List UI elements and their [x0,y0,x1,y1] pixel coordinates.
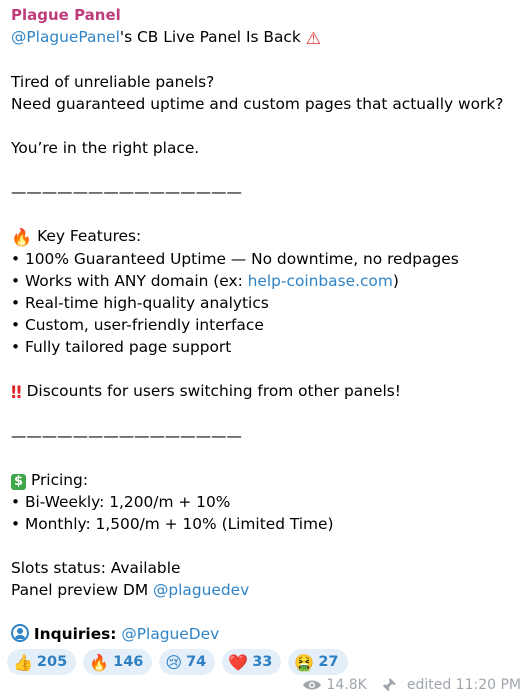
inquiries-mention-link[interactable]: @PlagueDev [121,625,220,643]
heart-icon: ❤️ [228,652,249,672]
reaction-count: 74 [186,654,207,670]
pricing-title [11,469,517,491]
warning-icon: ⚠ [305,29,321,49]
intro-line1: Tired of unreliable panels? [11,73,215,91]
right-place-line: You’re in the right place. [11,139,200,157]
fire-icon: 🔥 [89,652,110,672]
discount-text: Discounts for users switching from other panels! [26,382,401,400]
intro-line2: Need guaranteed uptime and custom pages that actually work? [11,95,504,113]
person-icon [11,624,29,642]
feature-item: • Fully tailored page support [11,338,232,356]
reaction-count: 205 [36,654,68,670]
feature-item: • Real-time high-quality analytics [11,294,269,312]
preview-line: Panel preview DM @plaguedev [11,581,250,599]
pricing-title-text: Pricing: [30,471,89,489]
reaction-thumbs-up[interactable] [7,649,76,675]
headline-text: 's CB Live Panel Is Back [119,28,301,46]
edited-time: edited 11:20 PM [406,677,521,693]
headline [11,26,517,49]
features-title [11,225,517,248]
headline-mention-link[interactable]: @PlaguePanel [11,28,120,46]
double-exclamation-icon: ‼ [11,383,22,403]
reaction-count: 146 [113,654,144,670]
reaction-vomit[interactable] [288,649,347,675]
sender-name[interactable]: Plague Panel [11,6,121,24]
message-text [11,26,517,645]
eye-icon [302,679,322,691]
discount-line [11,380,517,403]
reaction-crying[interactable] [159,649,215,675]
pin-icon [381,677,397,693]
feature-item: • Works with ANY domain (ex: help-coinbase.com) [11,272,399,290]
reaction-fire[interactable] [83,649,152,675]
message-meta [302,677,521,693]
domain-link[interactable]: help-coinbase.com [247,272,393,290]
divider: ——————————————— [11,183,242,201]
reactions-bar [7,649,348,675]
features-title-text: Key Features: [37,227,142,245]
vomiting-face-icon: 🤮 [294,652,315,672]
crying-face-icon: 😢 [165,652,183,672]
divider: ——————————————— [11,427,242,445]
inquiries-line [11,623,517,645]
thumbs-up-icon: 👍 [13,652,33,672]
reaction-heart[interactable] [222,649,281,675]
money-icon: $ [11,474,26,490]
view-count: 14.8K [326,677,367,693]
feature-item: • 100% Guaranteed Uptime — No downtime, no redpages [11,250,459,268]
feature-item: • Custom, user-friendly interface [11,316,264,334]
preview-mention-link[interactable]: @plaguedev [153,581,250,599]
price-item: • Bi-Weekly: 1,200/m + 10% [11,493,231,511]
price-item: • Monthly: 1,500/m + 10% (Limited Time) [11,515,334,533]
reaction-count: 27 [318,654,339,670]
slots-status: Slots status: Available [11,559,181,577]
fire-icon: 🔥 [11,228,33,248]
inquiries-label: Inquiries: [33,625,117,643]
reaction-count: 33 [252,654,273,670]
